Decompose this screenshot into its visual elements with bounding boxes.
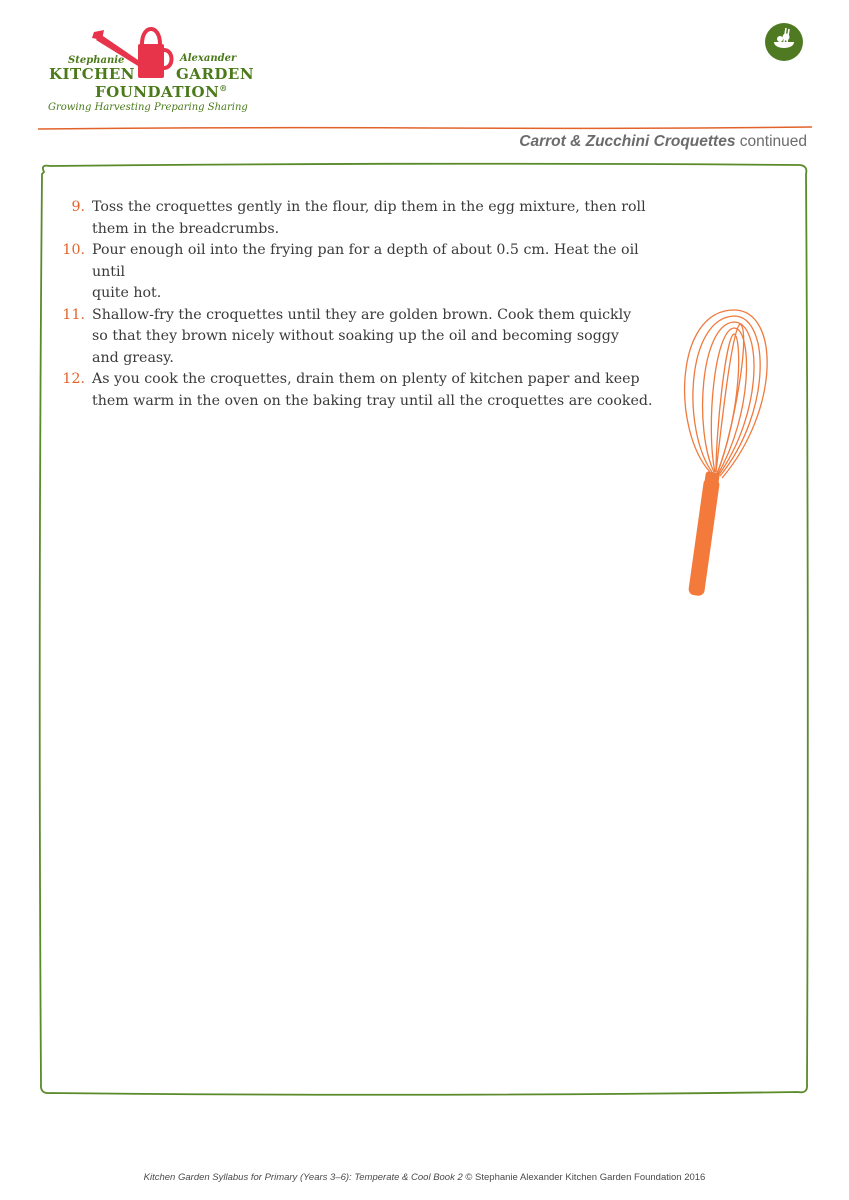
step-number: 9. [71, 199, 85, 215]
step-number: 12. [62, 371, 85, 387]
step-text: Pour enough oil into the frying pan for a depth of about 0.5 cm. Heat the oil until [92, 242, 639, 280]
logo-word-garden: GARDEN [176, 65, 255, 83]
registered-mark: ® [219, 83, 228, 93]
salad-bowl-icon [764, 22, 804, 62]
step-number: 11. [62, 306, 85, 323]
continued-label: continued [735, 133, 807, 150]
logo-word-kitchen: KITCHEN [49, 65, 135, 83]
step-text-continued: so that they brown nicely without soaking up the oil and becoming soggy [92, 328, 619, 344]
list-item [60, 197, 660, 240]
page-footer [0, 1172, 849, 1183]
header-divider [38, 124, 812, 132]
step-number: 10. [62, 242, 85, 258]
list-item [60, 305, 660, 370]
step-text-continued: them warm in the oven on the baking tray until all the croquettes are cooked. [92, 392, 653, 409]
footer-book-title: Kitchen Garden Syllabus for Primary (Years 3–6): Temperate & Cool Book 2 [143, 1172, 463, 1183]
footer-copyright: © Stephanie Alexander Kitchen Garden Foundation 2016 [462, 1172, 706, 1183]
logo-name-first: Stephanie [68, 55, 125, 66]
step-text-continued: them in the breadcrumbs. [92, 220, 280, 237]
step-text-continued: quite hot. [92, 285, 162, 301]
step-text: Toss the croquettes gently in the flour, dip them in the egg mixture, then roll [92, 199, 646, 215]
logo-tagline: Growing Harvesting Preparing Sharing [48, 102, 248, 113]
step-text-continued: and greasy. [92, 349, 174, 366]
logo-word-foundation: FOUNDATION® [95, 83, 228, 101]
step-text: Shallow-fry the croquettes until they are golden brown. Cook them quickly [92, 306, 632, 323]
list-item [60, 240, 660, 305]
foundation-logo [40, 20, 270, 120]
recipe-title: Carrot & Zucchini Croquettes [519, 133, 736, 150]
whisk-icon [672, 300, 782, 605]
running-header [519, 133, 807, 151]
list-item [60, 369, 660, 412]
method-steps [60, 197, 660, 412]
step-text: As you cook the croquettes, drain them on plenty of kitchen paper and keep [92, 371, 640, 387]
logo-name-last: Alexander [180, 53, 237, 64]
